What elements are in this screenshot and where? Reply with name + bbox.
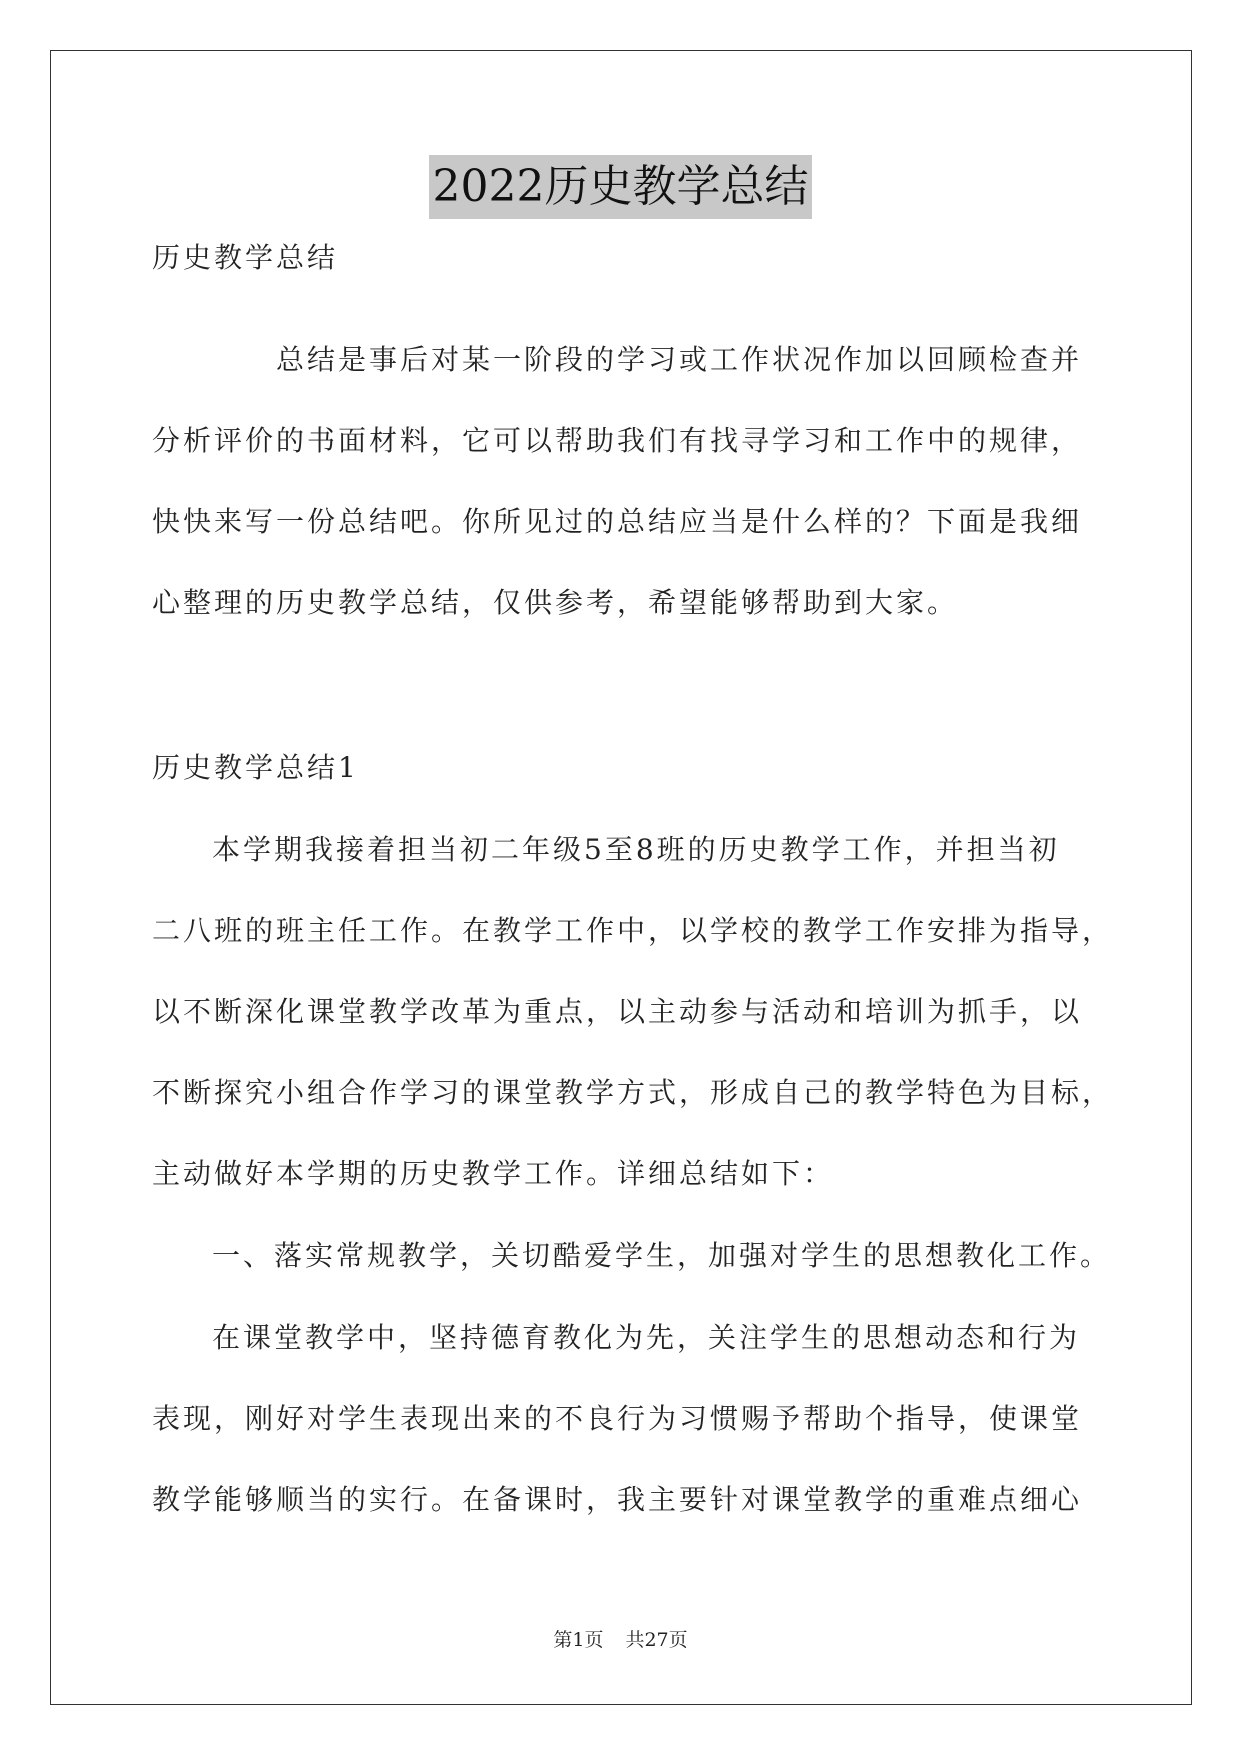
- paragraph-line: 本学期我接着担当初二年级5至8班的历史教学工作，并担当初: [212, 833, 1060, 866]
- paragraph-line: 在课堂教学中，坚持德育教化为先，关注学生的思想动态和行为: [212, 1321, 1081, 1354]
- document-title: 2022历史教学总结: [429, 155, 813, 219]
- page-number: 第1页: [553, 1629, 604, 1651]
- paragraph-line: 快快来写一份总结吧。你所见过的总结应当是什么样的？下面是我细: [152, 505, 1083, 538]
- page-border: [50, 50, 1192, 1705]
- section-heading: 历史教学总结: [152, 241, 339, 274]
- paragraph-line: 二八班的班主任工作。在教学工作中，以学校的教学工作安排为指导，: [152, 914, 1114, 947]
- paragraph-line: 以不断深化课堂教学改革为重点，以主动参与活动和培训为抓手，以: [152, 995, 1083, 1028]
- page-footer: [0, 1628, 1241, 1652]
- paragraph-line: 教学能够顺当的实行。在备课时，我主要针对课堂教学的重难点细心: [152, 1483, 1083, 1516]
- paragraph-line: 主动做好本学期的历史教学工作。详细总结如下：: [152, 1157, 835, 1190]
- page-total: 共27页: [625, 1629, 688, 1651]
- paragraph-line: 分析评价的书面材料，它可以帮助我们有找寻学习和工作中的规律，: [152, 424, 1083, 457]
- paragraph-line: 心整理的历史教学总结，仅供参考，希望能够帮助到大家。: [152, 586, 959, 619]
- paragraph-line: 表现，刚好对学生表现出来的不良行为习惯赐予帮助个指导，使课堂: [152, 1402, 1083, 1435]
- title-container: [0, 155, 1241, 219]
- section-heading: 历史教学总结1: [152, 751, 359, 784]
- paragraph-line: 总结是事后对某一阶段的学习或工作状况作加以回顾检查并: [276, 343, 1083, 376]
- paragraph-line: 不断探究小组合作学习的课堂教学方式，形成自己的教学特色为目标，: [152, 1076, 1114, 1109]
- paragraph-line: 一、落实常规教学，关切酷爱学生，加强对学生的思想教化工作。: [212, 1239, 1112, 1272]
